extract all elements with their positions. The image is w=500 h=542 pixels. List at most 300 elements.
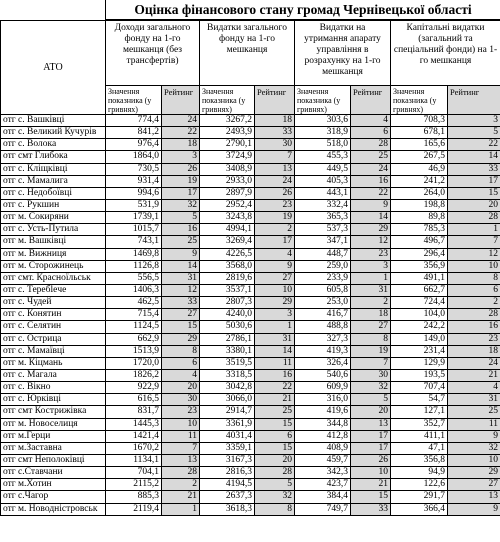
row-name: отг с. Вікно xyxy=(1,382,106,394)
rank-cell: 22 xyxy=(255,382,295,394)
rank-cell: 27 xyxy=(448,479,500,491)
row-name: отг с. Великий Кучурів xyxy=(1,127,106,139)
rank-cell: 7 xyxy=(255,151,295,163)
value-cell: 609,9 xyxy=(295,382,351,394)
rank-cell: 28 xyxy=(162,467,200,479)
rank-cell: 15 xyxy=(448,187,500,199)
row-name: отг с. Рукшин xyxy=(1,199,106,211)
rank-cell: 23 xyxy=(255,199,295,211)
value-cell: 408,9 xyxy=(295,442,351,454)
table-row xyxy=(1,248,500,260)
value-cell: 3243,8 xyxy=(200,212,255,224)
value-cell: 2493,9 xyxy=(200,127,255,139)
value-cell: 416,7 xyxy=(295,309,351,321)
rank-cell: 9 xyxy=(448,503,500,515)
value-cell: 1124,5 xyxy=(106,321,162,333)
rank-cell: 20 xyxy=(162,382,200,394)
value-cell: 3380,1 xyxy=(200,345,255,357)
rank-cell: 26 xyxy=(162,163,200,175)
value-cell: 488,8 xyxy=(295,321,351,333)
header-rank-4: Рейтинг xyxy=(448,86,500,115)
rank-cell: 1 xyxy=(448,224,500,236)
rank-cell: 5 xyxy=(162,212,200,224)
rank-cell: 3 xyxy=(255,309,295,321)
rank-cell: 21 xyxy=(351,479,391,491)
value-cell: 4031,4 xyxy=(200,430,255,442)
value-cell: 366,4 xyxy=(391,503,448,515)
rank-cell: 20 xyxy=(351,406,391,418)
value-cell: 46,9 xyxy=(391,163,448,175)
table-row xyxy=(1,491,500,503)
value-cell: 743,1 xyxy=(106,236,162,248)
rank-cell: 8 xyxy=(255,503,295,515)
value-cell: 540,6 xyxy=(295,369,351,381)
rank-cell: 5 xyxy=(448,127,500,139)
value-cell: 2115,2 xyxy=(106,479,162,491)
rank-cell: 32 xyxy=(351,382,391,394)
value-cell: 704,1 xyxy=(106,467,162,479)
rank-cell: 30 xyxy=(351,369,391,381)
table-row xyxy=(1,309,500,321)
value-cell: 3537,1 xyxy=(200,284,255,296)
value-cell: 616,5 xyxy=(106,394,162,406)
row-name: отг с. Вашківці xyxy=(1,115,106,127)
value-cell: 730,5 xyxy=(106,163,162,175)
table-row xyxy=(1,115,500,127)
table-row xyxy=(1,199,500,211)
value-cell: 455,3 xyxy=(295,151,351,163)
value-cell: 1015,7 xyxy=(106,224,162,236)
rank-cell: 15 xyxy=(255,418,295,430)
value-cell: 3042,8 xyxy=(200,382,255,394)
value-cell: 3618,3 xyxy=(200,503,255,515)
rank-cell: 15 xyxy=(351,491,391,503)
value-cell: 54,7 xyxy=(391,394,448,406)
value-cell: 1826,2 xyxy=(106,369,162,381)
rank-cell: 9 xyxy=(351,199,391,211)
value-cell: 405,3 xyxy=(295,175,351,187)
rank-cell: 31 xyxy=(448,394,500,406)
table-row xyxy=(1,345,500,357)
row-name: отг м.Заставна xyxy=(1,442,106,454)
rank-cell: 25 xyxy=(351,151,391,163)
table-row xyxy=(1,479,500,491)
table-row xyxy=(1,406,500,418)
value-cell: 1864,0 xyxy=(106,151,162,163)
value-cell: 303,6 xyxy=(295,115,351,127)
table-row xyxy=(1,236,500,248)
rank-cell: 21 xyxy=(448,369,500,381)
rank-cell: 5 xyxy=(351,394,391,406)
rank-cell: 26 xyxy=(255,187,295,199)
rank-cell: 9 xyxy=(162,248,200,260)
value-cell: 327,3 xyxy=(295,333,351,345)
rank-cell: 11 xyxy=(448,418,500,430)
table-row xyxy=(1,430,500,442)
row-name: отг м. Новодністровськ xyxy=(1,503,106,515)
value-cell: 1670,2 xyxy=(106,442,162,454)
rank-cell: 31 xyxy=(255,333,295,345)
value-cell: 462,5 xyxy=(106,297,162,309)
value-cell: 1126,8 xyxy=(106,260,162,272)
rank-cell: 21 xyxy=(255,394,295,406)
row-name: отг смт Кострижівка xyxy=(1,406,106,418)
rank-cell: 31 xyxy=(351,284,391,296)
rank-cell: 26 xyxy=(351,454,391,466)
value-cell: 841,2 xyxy=(106,127,162,139)
value-cell: 1445,3 xyxy=(106,418,162,430)
rank-cell: 25 xyxy=(255,406,295,418)
value-cell: 678,1 xyxy=(391,127,448,139)
rank-cell: 29 xyxy=(162,333,200,345)
value-cell: 448,7 xyxy=(295,248,351,260)
table-row xyxy=(1,175,500,187)
rank-cell: 21 xyxy=(162,491,200,503)
rank-cell: 19 xyxy=(255,212,295,224)
rank-cell: 24 xyxy=(448,357,500,369)
rank-cell: 32 xyxy=(255,491,295,503)
rank-cell: 22 xyxy=(448,139,500,151)
rank-cell: 24 xyxy=(255,175,295,187)
value-cell: 3361,9 xyxy=(200,418,255,430)
row-name: отг с. Волока xyxy=(1,139,106,151)
value-cell: 931,4 xyxy=(106,175,162,187)
value-cell: 708,3 xyxy=(391,115,448,127)
value-cell: 3066,0 xyxy=(200,394,255,406)
rank-cell: 29 xyxy=(448,467,500,479)
value-cell: 774,4 xyxy=(106,115,162,127)
header-rank-2: Рейтинг xyxy=(255,86,295,115)
row-name: отг с. Юрківці xyxy=(1,394,106,406)
table-row xyxy=(1,284,500,296)
value-cell: 537,3 xyxy=(295,224,351,236)
row-name: отг м. Вашківці xyxy=(1,236,106,248)
table-row xyxy=(1,442,500,454)
row-name: отг смт. Красноїльськ xyxy=(1,272,106,284)
row-name: отг с. Мамаївці xyxy=(1,345,106,357)
value-cell: 326,4 xyxy=(295,357,351,369)
header-rank-1: Рейтинг xyxy=(162,86,200,115)
rank-cell: 29 xyxy=(255,297,295,309)
rank-cell: 19 xyxy=(162,175,200,187)
value-cell: 2816,3 xyxy=(200,467,255,479)
value-cell: 785,3 xyxy=(391,224,448,236)
value-cell: 491,1 xyxy=(391,272,448,284)
rank-cell: 8 xyxy=(162,345,200,357)
row-name: отг м.Герци xyxy=(1,430,106,442)
value-cell: 4226,5 xyxy=(200,248,255,260)
value-cell: 662,9 xyxy=(106,333,162,345)
value-cell: 1421,4 xyxy=(106,430,162,442)
table-row xyxy=(1,260,500,272)
value-cell: 4240,0 xyxy=(200,309,255,321)
rank-cell: 1 xyxy=(255,321,295,333)
rank-cell: 18 xyxy=(448,345,500,357)
value-cell: 356,9 xyxy=(391,260,448,272)
rank-cell: 13 xyxy=(255,163,295,175)
row-name: отг м. Вижниця xyxy=(1,248,106,260)
value-cell: 3568,0 xyxy=(200,260,255,272)
rank-cell: 2 xyxy=(255,224,295,236)
row-name: отг с.Ставчани xyxy=(1,467,106,479)
rank-cell: 18 xyxy=(162,139,200,151)
value-cell: 662,7 xyxy=(391,284,448,296)
rank-cell: 10 xyxy=(162,418,200,430)
value-cell: 518,0 xyxy=(295,139,351,151)
value-cell: 1406,3 xyxy=(106,284,162,296)
rank-cell: 11 xyxy=(162,430,200,442)
rank-cell: 32 xyxy=(162,199,200,211)
rank-cell: 18 xyxy=(255,115,295,127)
value-cell: 3359,1 xyxy=(200,442,255,454)
value-cell: 193,5 xyxy=(391,369,448,381)
value-cell: 231,4 xyxy=(391,345,448,357)
row-name: отг с. Селятин xyxy=(1,321,106,333)
rank-cell: 27 xyxy=(162,309,200,321)
rank-cell: 9 xyxy=(448,430,500,442)
rank-cell: 17 xyxy=(255,236,295,248)
table-row xyxy=(1,224,500,236)
rank-cell: 24 xyxy=(162,115,200,127)
rank-cell: 12 xyxy=(351,236,391,248)
row-name: отг м. Кіцмань xyxy=(1,357,106,369)
table-row xyxy=(1,212,500,224)
rank-cell: 33 xyxy=(162,297,200,309)
row-name: отг с. Чудей xyxy=(1,297,106,309)
header-value-4: Значення показника (у гривнях) xyxy=(391,86,448,115)
header-rank-3: Рейтинг xyxy=(351,86,391,115)
rank-cell: 6 xyxy=(162,357,200,369)
value-cell: 605,8 xyxy=(295,284,351,296)
header-expenses: Видатки загального фонду на 1-го мешканця xyxy=(200,21,295,86)
value-cell: 5030,6 xyxy=(200,321,255,333)
table-row xyxy=(1,272,500,284)
value-cell: 233,9 xyxy=(295,272,351,284)
row-name: отг с. Недобоївці xyxy=(1,187,106,199)
rank-cell: 17 xyxy=(351,430,391,442)
rank-cell: 20 xyxy=(448,199,500,211)
rank-cell: 17 xyxy=(351,442,391,454)
value-cell: 104,0 xyxy=(391,309,448,321)
value-cell: 1469,8 xyxy=(106,248,162,260)
value-cell: 423,7 xyxy=(295,479,351,491)
rank-cell: 29 xyxy=(351,224,391,236)
rank-cell: 13 xyxy=(448,491,500,503)
rank-cell: 28 xyxy=(351,139,391,151)
value-cell: 2933,0 xyxy=(200,175,255,187)
rank-cell: 31 xyxy=(162,272,200,284)
value-cell: 412,8 xyxy=(295,430,351,442)
table-row xyxy=(1,418,500,430)
value-cell: 459,7 xyxy=(295,454,351,466)
value-cell: 198,8 xyxy=(391,199,448,211)
rank-cell: 9 xyxy=(255,260,295,272)
table-row xyxy=(1,503,500,515)
value-cell: 885,3 xyxy=(106,491,162,503)
header-ato: АТО xyxy=(1,21,106,115)
value-cell: 3167,3 xyxy=(200,454,255,466)
table-row xyxy=(1,467,500,479)
value-cell: 443,1 xyxy=(295,187,351,199)
value-cell: 291,7 xyxy=(391,491,448,503)
table-row xyxy=(1,139,500,151)
value-cell: 556,5 xyxy=(106,272,162,284)
rank-cell: 17 xyxy=(162,187,200,199)
value-cell: 922,9 xyxy=(106,382,162,394)
value-cell: 707,4 xyxy=(391,382,448,394)
value-cell: 384,4 xyxy=(295,491,351,503)
rank-cell: 1 xyxy=(162,503,200,515)
row-name: отг с. Острица xyxy=(1,333,106,345)
rank-cell: 15 xyxy=(162,321,200,333)
value-cell: 347,1 xyxy=(295,236,351,248)
value-cell: 2897,9 xyxy=(200,187,255,199)
value-cell: 2786,1 xyxy=(200,333,255,345)
value-cell: 47,1 xyxy=(391,442,448,454)
row-name: отг м. Сторожинець xyxy=(1,260,106,272)
rank-cell: 4 xyxy=(351,115,391,127)
value-cell: 1513,9 xyxy=(106,345,162,357)
value-cell: 2637,3 xyxy=(200,491,255,503)
row-name: отг с. Мамалига xyxy=(1,175,106,187)
value-cell: 259,0 xyxy=(295,260,351,272)
value-cell: 411,1 xyxy=(391,430,448,442)
value-cell: 3269,4 xyxy=(200,236,255,248)
rank-cell: 2 xyxy=(162,479,200,491)
row-name: отг смт Глибока xyxy=(1,151,106,163)
value-cell: 332,4 xyxy=(295,199,351,211)
rank-cell: 5 xyxy=(255,479,295,491)
value-cell: 1720,0 xyxy=(106,357,162,369)
rank-cell: 16 xyxy=(448,321,500,333)
rank-cell: 28 xyxy=(255,467,295,479)
rank-cell: 4 xyxy=(162,369,200,381)
value-cell: 724,4 xyxy=(391,297,448,309)
rank-cell: 22 xyxy=(351,187,391,199)
value-cell: 2914,7 xyxy=(200,406,255,418)
rank-cell: 10 xyxy=(255,284,295,296)
rank-cell: 6 xyxy=(448,284,500,296)
header-capital-expenses: Капітальні видатки (загальний та спеціальний фонди) на 1-го мешканця xyxy=(391,21,500,86)
value-cell: 316,0 xyxy=(295,394,351,406)
value-cell: 253,0 xyxy=(295,297,351,309)
table-row xyxy=(1,151,500,163)
table-row xyxy=(1,382,500,394)
value-cell: 831,7 xyxy=(106,406,162,418)
value-cell: 3724,9 xyxy=(200,151,255,163)
rank-cell: 33 xyxy=(448,163,500,175)
value-cell: 449,5 xyxy=(295,163,351,175)
value-cell: 365,3 xyxy=(295,212,351,224)
rank-cell: 18 xyxy=(351,309,391,321)
rank-cell: 4 xyxy=(448,382,500,394)
value-cell: 2807,3 xyxy=(200,297,255,309)
rank-cell: 6 xyxy=(351,127,391,139)
value-cell: 994,6 xyxy=(106,187,162,199)
rank-cell: 30 xyxy=(255,139,295,151)
row-name: отг с. Усть-Путила xyxy=(1,224,106,236)
table-row xyxy=(1,321,500,333)
rank-cell: 4 xyxy=(255,248,295,260)
rank-cell: 16 xyxy=(162,224,200,236)
value-cell: 4994,1 xyxy=(200,224,255,236)
value-cell: 3267,2 xyxy=(200,115,255,127)
row-name: отг с. Конятин xyxy=(1,309,106,321)
value-cell: 2819,6 xyxy=(200,272,255,284)
value-cell: 419,3 xyxy=(295,345,351,357)
value-cell: 1134,1 xyxy=(106,454,162,466)
rank-cell: 12 xyxy=(162,284,200,296)
table-row xyxy=(1,333,500,345)
rank-cell: 25 xyxy=(448,406,500,418)
value-cell: 976,4 xyxy=(106,139,162,151)
rank-cell: 10 xyxy=(351,467,391,479)
value-cell: 3408,9 xyxy=(200,163,255,175)
rank-cell: 7 xyxy=(448,236,500,248)
value-cell: 318,9 xyxy=(295,127,351,139)
header-admin-expenses: Видатки на утримання апарату управління в розрахунку на 1-го мешканця xyxy=(295,21,391,86)
rank-cell: 11 xyxy=(255,357,295,369)
row-name: отг смт Неполоківці xyxy=(1,454,106,466)
rank-cell: 17 xyxy=(448,175,500,187)
row-name: отг м.Хотин xyxy=(1,479,106,491)
header-value-2: Значення показника (у гривнях) xyxy=(200,86,255,115)
table-row xyxy=(1,357,500,369)
rank-cell: 33 xyxy=(255,127,295,139)
value-cell: 749,7 xyxy=(295,503,351,515)
table-row xyxy=(1,163,500,175)
value-cell: 89,8 xyxy=(391,212,448,224)
value-cell: 165,6 xyxy=(391,139,448,151)
value-cell: 342,3 xyxy=(295,467,351,479)
rank-cell: 28 xyxy=(448,212,500,224)
value-cell: 2790,1 xyxy=(200,139,255,151)
header-value-3: Значення показника (у гривнях) xyxy=(295,86,351,115)
value-cell: 241,2 xyxy=(391,175,448,187)
value-cell: 149,0 xyxy=(391,333,448,345)
value-cell: 496,7 xyxy=(391,236,448,248)
rank-cell: 2 xyxy=(448,297,500,309)
rank-cell: 32 xyxy=(448,442,500,454)
value-cell: 267,5 xyxy=(391,151,448,163)
rank-cell: 10 xyxy=(448,454,500,466)
value-cell: 1739,1 xyxy=(106,212,162,224)
rank-cell: 8 xyxy=(448,272,500,284)
rank-cell: 3 xyxy=(162,151,200,163)
value-cell: 94,9 xyxy=(391,467,448,479)
value-cell: 264,0 xyxy=(391,187,448,199)
rank-cell: 1 xyxy=(351,272,391,284)
rank-cell: 14 xyxy=(448,151,500,163)
rank-cell: 12 xyxy=(448,248,500,260)
table-row xyxy=(1,454,500,466)
value-cell: 419,6 xyxy=(295,406,351,418)
row-name: отг с. Кліщківці xyxy=(1,163,106,175)
rank-cell: 25 xyxy=(162,236,200,248)
rank-cell: 3 xyxy=(448,115,500,127)
value-cell: 122,6 xyxy=(391,479,448,491)
header-value-1: Значення показника (у гривнях) xyxy=(106,86,162,115)
value-cell: 531,9 xyxy=(106,199,162,211)
table-body xyxy=(1,115,500,516)
value-cell: 296,4 xyxy=(391,248,448,260)
data-table xyxy=(0,20,500,516)
value-cell: 242,2 xyxy=(391,321,448,333)
rank-cell: 23 xyxy=(162,406,200,418)
rank-cell: 10 xyxy=(448,260,500,272)
value-cell: 3318,5 xyxy=(200,369,255,381)
rank-cell: 27 xyxy=(255,272,295,284)
